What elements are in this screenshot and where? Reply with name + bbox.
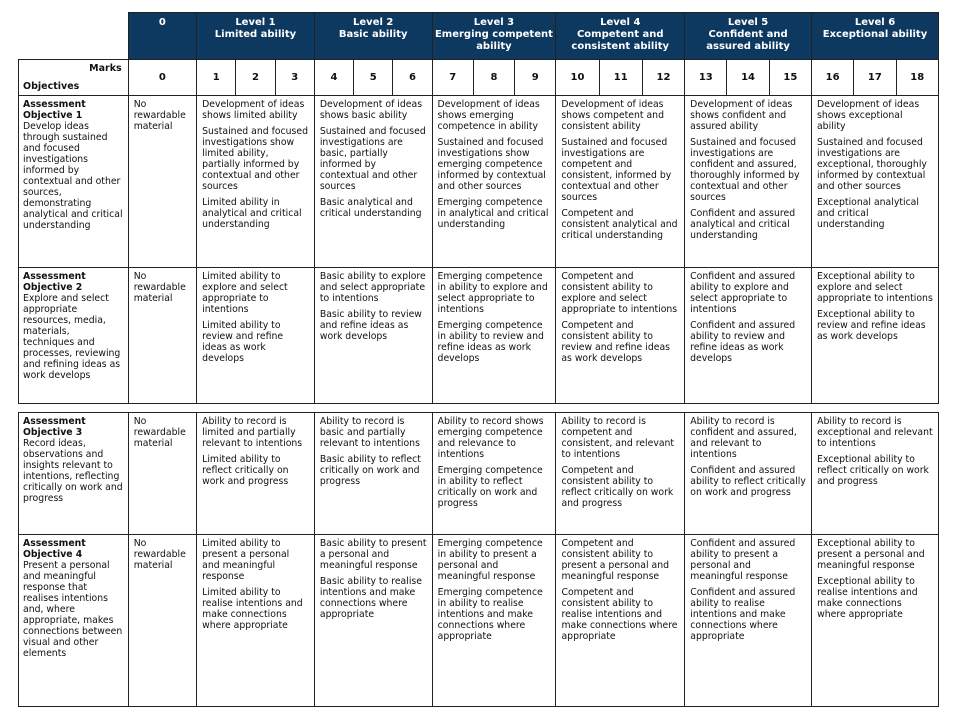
header-level-name: Competent and consistent ability	[571, 29, 670, 52]
objective-title: Assessment Objective 4	[23, 538, 86, 560]
descriptor-text: Ability to record is competent and consistent, and relevant to intentions	[561, 416, 675, 460]
level-1-descriptor	[197, 413, 315, 535]
descriptor-text: Basic analytical and critical understanding	[319, 197, 422, 219]
objective-row-1	[19, 96, 939, 268]
marks-row	[19, 60, 939, 96]
objective-description: Record ideas, observations and insights relevant to intentions, reflecting critically on work and progress	[23, 438, 123, 504]
header-level-label: Level 2	[353, 17, 394, 28]
level-1-descriptor	[197, 535, 315, 707]
mark-value: 16	[811, 60, 853, 96]
mark-value: 17	[854, 60, 896, 96]
mark-value: 10	[556, 60, 599, 96]
descriptor-text: Confident and assured analytical and critical understanding	[690, 208, 796, 241]
no-reward-cell: No rewardable material	[128, 96, 196, 268]
mark-value: 3	[275, 60, 314, 96]
level-1-descriptor	[197, 96, 315, 268]
descriptor-text: Ability to record shows emerging competence and relevance to intentions	[437, 416, 544, 460]
objective-row-3	[19, 413, 939, 535]
header-level-name: Exceptional ability	[822, 29, 928, 40]
descriptor-text: Basic ability to present a personal and meaningful response	[319, 538, 427, 571]
descriptor-text: Exceptional ability to present a personal and meaningful response	[817, 538, 925, 571]
header-level-label: Level 5	[727, 17, 769, 28]
descriptor-text: Development of ideas shows confident and assured ability	[690, 99, 793, 132]
descriptor-text: Competent and consistent ability to explore and select appropriate to intentions	[561, 271, 678, 315]
descriptor-text: Limited ability in analytical and critical understanding	[202, 197, 302, 230]
descriptor-text: Development of ideas shows exceptional ability	[816, 99, 920, 132]
level-4-descriptor	[556, 535, 685, 707]
descriptor-text: Development of ideas shows competent and consistent ability	[561, 99, 664, 132]
descriptor-text: Emerging competence in ability to realise intentions and make connections where appropriate	[437, 587, 543, 642]
level-5-descriptor	[685, 268, 812, 404]
header-level-1	[197, 13, 315, 60]
no-reward-cell: No rewardable material	[128, 535, 196, 707]
header-level-name: Confident and assured ability	[706, 29, 790, 52]
descriptor-text: Competent and consistent ability to reflect critically on work and progress	[561, 465, 674, 509]
mark-value: 9	[515, 60, 556, 96]
descriptor-text: Ability to record is limited and partially relevant to intentions	[202, 416, 303, 449]
descriptor-text: Sustained and focused investigations are confident and assured, thoroughly informed by contextual and other sources	[690, 137, 800, 203]
descriptor-text: Competent and consistent ability to realise intentions and make connections where appropriate	[561, 587, 678, 642]
level-6-descriptor	[811, 268, 938, 404]
level-6-descriptor	[811, 96, 938, 268]
descriptor-text: Limited ability to reflect critically on work and progress	[202, 454, 289, 487]
mark-value: 7	[432, 60, 473, 96]
level-5-descriptor	[685, 413, 812, 535]
header-level-name: Limited ability	[214, 29, 297, 40]
objective-title: Assessment Objective 1	[23, 99, 86, 121]
descriptor-text: Development of ideas shows basic ability	[319, 99, 423, 121]
header-level-0	[128, 13, 196, 60]
mark-value: 8	[473, 60, 514, 96]
objective-cell	[19, 268, 129, 404]
mark-value: 18	[896, 60, 938, 96]
descriptor-text: Development of ideas shows emerging competence in ability	[437, 99, 540, 132]
header-level-6	[811, 13, 938, 60]
level-2-descriptor	[314, 96, 432, 268]
mark-value: 12	[642, 60, 684, 96]
descriptor-text: Exceptional ability to explore and select appropriate to intentions	[816, 271, 933, 304]
mark-value: 0	[128, 60, 196, 96]
header-corner	[19, 13, 129, 60]
level-3-descriptor	[432, 268, 556, 404]
header-level-5	[685, 13, 812, 60]
mark-value: 11	[599, 60, 642, 96]
objective-description: Develop ideas through sustained and focused investigations informed by contextual and other sources, demonstrating analytical and critical understanding	[23, 121, 123, 231]
mark-value: 6	[393, 60, 432, 96]
mark-value: 2	[236, 60, 275, 96]
level-3-descriptor	[432, 413, 556, 535]
descriptor-text: Ability to record is basic and partially relevant to intentions	[319, 416, 420, 449]
descriptor-text: Sustained and focused investigations are exceptional, thoroughly informed by contextual and other sources	[816, 137, 927, 192]
descriptor-text: Limited ability to review and refine ideas as work develops	[202, 320, 284, 364]
header-level-3	[432, 13, 556, 60]
descriptor-text: Emerging competence in ability to present a personal and meaningful response	[437, 538, 543, 582]
header-level-label: Level 6	[854, 17, 896, 28]
no-reward-cell: No rewardable material	[128, 413, 196, 535]
descriptor-text: Ability to record is confident and assured, and relevant to intentions	[690, 416, 797, 460]
level-6-descriptor	[812, 413, 939, 535]
level-4-descriptor	[556, 96, 685, 268]
header-level-4	[556, 13, 685, 60]
level-2-descriptor	[314, 268, 432, 404]
descriptor-text: Limited ability to explore and select appropriate to intentions	[202, 271, 288, 315]
level-2-descriptor	[314, 535, 432, 707]
descriptor-text: Sustained and focused investigations are basic, partially informed by contextual and other sources	[319, 126, 426, 192]
objective-cell	[19, 96, 129, 268]
level-1-descriptor	[197, 268, 315, 404]
level-2-descriptor	[314, 413, 432, 535]
header-level-label: 0	[158, 17, 166, 28]
level-header-row	[19, 13, 939, 60]
mark-value: 14	[727, 60, 769, 96]
objective-row-2	[19, 268, 939, 404]
level-5-descriptor	[685, 535, 812, 707]
descriptor-text: Limited ability to realise intentions and make connections where appropriate	[202, 587, 303, 631]
descriptor-text: Confident and assured ability to present a personal and meaningful response	[690, 538, 796, 582]
level-3-descriptor	[432, 96, 556, 268]
marks-objectives-cell	[19, 60, 129, 96]
level-4-descriptor	[556, 413, 685, 535]
mark-value: 1	[197, 60, 236, 96]
descriptor-text: Competent and consistent analytical and critical understanding	[561, 208, 678, 241]
header-level-label: Level 1	[235, 17, 276, 28]
descriptor-text: Sustained and focused investigations are competent and consistent, informed by contextual and other sources	[561, 137, 672, 203]
rubric-table-top	[18, 12, 939, 404]
objectives-label: Objectives	[23, 81, 80, 92]
level-4-descriptor	[556, 268, 685, 404]
descriptor-text: Basic ability to review and refine ideas as work develops	[319, 309, 422, 342]
level-5-descriptor	[685, 96, 812, 268]
objective-cell	[19, 413, 129, 535]
header-level-name: Emerging competent ability	[434, 29, 553, 52]
header-level-name: Basic ability	[338, 29, 408, 40]
descriptor-text: Exceptional analytical and critical understanding	[816, 197, 919, 230]
descriptor-text: Confident and assured ability to explore and select appropriate to intentions	[690, 271, 796, 315]
rubric-table-bottom	[18, 412, 939, 707]
descriptor-text: Exceptional ability to realise intentions and make connections where appropriate	[817, 576, 918, 620]
level-3-descriptor	[432, 535, 556, 707]
descriptor-text: Emerging competence in ability to explore and select appropriate to intentions	[437, 271, 548, 315]
mark-value: 15	[769, 60, 811, 96]
header-level-label: Level 4	[600, 17, 641, 28]
header-level-2	[314, 13, 432, 60]
descriptor-text: Basic ability to reflect critically on work and progress	[319, 454, 421, 487]
descriptor-text: Limited ability to present a personal and meaningful response	[202, 538, 290, 582]
descriptor-text: Confident and assured ability to reflect critically on work and progress	[690, 465, 806, 498]
descriptor-text: Emerging competence in analytical and critical understanding	[437, 197, 549, 230]
descriptor-text: Competent and consistent ability to present a personal and meaningful response	[561, 538, 670, 582]
descriptor-text: Sustained and focused investigations show limited ability, partially informed by contextual and other sources	[202, 126, 309, 192]
descriptor-text: Exceptional ability to reflect critically on work and progress	[817, 454, 929, 487]
descriptor-text: Emerging competence in ability to review and refine ideas as work develops	[437, 320, 544, 364]
descriptor-text: Sustained and focused investigations show emerging competence informed by contextual and other sources	[437, 137, 546, 192]
descriptor-text: Competent and consistent ability to review and refine ideas as work develops	[561, 320, 670, 364]
objective-title: Assessment Objective 3	[23, 416, 86, 438]
objective-cell	[19, 535, 129, 707]
descriptor-text: Emerging competence in ability to reflect critically on work and progress	[437, 465, 543, 509]
descriptor-text: Ability to record is exceptional and relevant to intentions	[817, 416, 933, 449]
marks-label: Marks	[89, 63, 122, 74]
level-6-descriptor	[812, 535, 939, 707]
objective-description: Present a personal and meaningful response that realises intentions and, where appropriate, makes connections between visual and other elements	[23, 560, 123, 659]
mark-value: 13	[685, 60, 727, 96]
objective-title: Assessment Objective 2	[23, 271, 86, 293]
objective-description: Explore and select appropriate resources, media, materials, techniques and processes, reviewing and refining ideas as work develops	[23, 293, 121, 381]
objective-row-4	[19, 535, 939, 707]
descriptor-text: Development of ideas shows limited ability	[202, 99, 305, 121]
descriptor-text: Basic ability to explore and select appropriate to intentions	[319, 271, 426, 304]
no-reward-cell: No rewardable material	[128, 268, 196, 404]
descriptor-text: Confident and assured ability to review and refine ideas as work develops	[690, 320, 796, 364]
descriptor-text: Exceptional ability to review and refine ideas as work develops	[816, 309, 926, 342]
mark-value: 5	[354, 60, 393, 96]
header-level-label: Level 3	[473, 17, 515, 28]
mark-value: 4	[314, 60, 353, 96]
descriptor-text: Basic ability to realise intentions and make connections where appropriate	[319, 576, 422, 620]
descriptor-text: Confident and assured ability to realise intentions and make connections where appropriate	[690, 587, 796, 642]
